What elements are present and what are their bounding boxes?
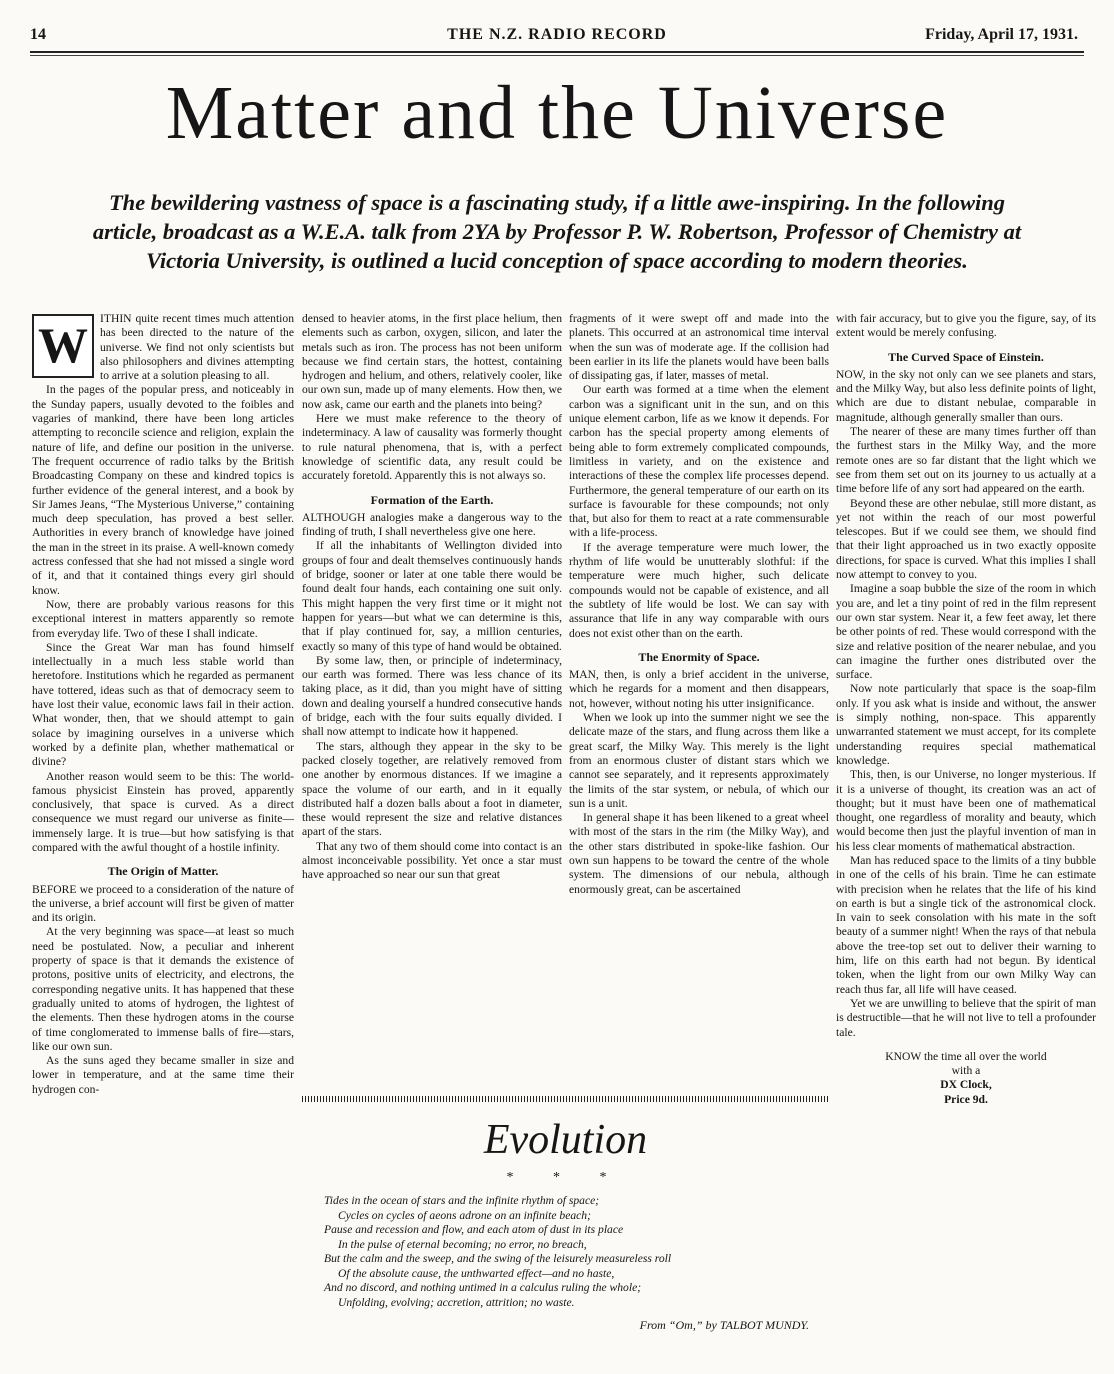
poem-line: Pause and recession and flow, and each atom of dust in its place xyxy=(324,1223,624,1236)
page-number: 14 xyxy=(30,26,46,43)
body-paragraph: Here we must make reference to the theory of indeterminacy. A law of causality was formerly thought to rule natural phenomena, that is, with a perfect knowledge of scientific data, any result could be accurately foretold. Apparently this is not always so. xyxy=(302,412,562,483)
poem-line: Of the absolute cause, the unthwarted effect—and no haste, xyxy=(338,1266,615,1280)
body-paragraph: Yet we are unwilling to believe that the spirit of man is destructible—that he will not live to tell a profounder tale. xyxy=(836,996,1096,1039)
masthead xyxy=(30,26,1084,48)
poem-credit: From “Om,” by TALBOT MUNDY. xyxy=(639,1318,809,1332)
article-column-2 xyxy=(302,312,562,1102)
body-paragraph: Our earth was formed at a time when the element carbon was a significant unit in the sun, and on this unique element carbon, life as we know it depends. For carbon has the special property among elements of being able to form extremely complicated compounds, limitless in variety, and on the existence and interactions of these the complex life processes depend. Furthermore, the general temperature of our earth on its surface is favourable for these compounds; not only that, but also for them to react at a rate commensurable with a life-process. xyxy=(569,383,829,540)
poem-ornament: * * * xyxy=(506,1170,625,1185)
body-paragraph: fragments of it were swept off and made into the planets. This occurred at an astronomical time interval when the sun was of moderate age. If the collision had been earlier in its life the planets would have been balls of dissipating gas, if later, masses of metal. xyxy=(569,312,829,383)
advert-line: Price 9d. xyxy=(944,1092,988,1106)
section-heading: The Enormity of Space. xyxy=(638,649,760,664)
advert-line: with a xyxy=(951,1064,981,1078)
poem-line: In the pulse of eternal becoming; no error, no breach, xyxy=(338,1237,587,1251)
poem-box xyxy=(302,1116,829,1333)
header-rule-thin xyxy=(30,55,1084,56)
section-heading: Formation of the Earth. xyxy=(370,492,494,507)
advert-line: DX Clock, xyxy=(940,1078,992,1092)
body-paragraph: Another reason would seem to be this: The world-famous physicist Einstein has proved, apparently conclusively, that space is curved. As a direct consequence we must regard our universe as finite—immensely large. It is true—but how satisfying is that compared with the awful thought of a hostile infinity. xyxy=(32,769,294,854)
advert-line: KNOW the time all over the world xyxy=(885,1049,1047,1063)
body-paragraph: Imagine a soap bubble the size of the room in which you are, and let a tiny point of red in the film represent our own star system. Near it, a few feet away, let there be other points of red. These would correspond with the size and relative position of the nearer nebulae, and you can imagine the further ones distributed over the surface. xyxy=(836,582,1096,682)
article-column-4 xyxy=(836,312,1096,1370)
body-paragraph: When we look up into the summer night we see the delicate maze of the stars, and flung across them like a great scarf, the Milky Way. This merely is the light from an enormous cluster of distant stars which we cannot see separately, and it represents approximately the limits of the star system, or nebula, of which our sun is a unit. xyxy=(569,711,829,810)
body-paragraph: ITHIN quite recent times much attention has been directed to the nature of the universe. We find not only scientists but also philosophers and divines attempting to arrive at a solution pleasing to all. xyxy=(100,312,294,383)
section-heading: The Curved Space of Einstein. xyxy=(888,349,1044,364)
poem-line: Tides in the ocean of stars and the infinite rhythm of space; xyxy=(324,1194,600,1207)
poem-line: And no discord, and nothing untimed in a calculus ruling the whole; xyxy=(324,1281,642,1294)
header-rule xyxy=(30,51,1084,53)
body-paragraph: NOW, in the sky not only can we see planets and stars, and the Milky Way, but also less definite points of light, which are due to distant nebulae, comparable in magnitude, although generally smaller than ours. xyxy=(836,367,1096,424)
body-paragraph: Beyond these are other nebulae, still more distant, as yet not within the reach of our most powerful telescopes. But if we could see them, we should find that their light approached us in two exactly opposite directions, for space is curved. What this implies I shall now attempt to convey to you. xyxy=(836,496,1096,582)
clock-advert xyxy=(836,1050,1096,1107)
section-heading: The Origin of Matter. xyxy=(107,864,219,879)
body-paragraph: This, then, is our Universe, no longer mysterious. If it is a universe of thought, its creation was an act of thought; but it must have been one of mathematical thought, one regardless of morality and beauty, which would become then just the playful invention of man in his less clear moments of mathematical abstraction. xyxy=(836,768,1096,853)
publication-name: THE N.Z. RADIO RECORD xyxy=(447,26,667,43)
article-standfirst: The bewildering vastness of space is a fascinating study, if a little awe-inspiring. In the following article, broadcast as a W.E.A. talk from 2YA by Professor P. W. Robertson, Professor of Chemistry at Victoria University, is outlined a lucid conception of space according to modern theories. xyxy=(92,190,1022,273)
poem-line: But the calm and the sweep, and the swing of the leisurely measureless roll xyxy=(324,1252,672,1265)
body-paragraph: Now note particularly that space is the soap-film only. If you ask what is inside and without, the answer is simply nothing, non-space. This apparently unwarranted statement we must accept, for its complete understanding requires special mathematical knowledge. xyxy=(836,682,1096,767)
issue-date: Friday, April 17, 1931. xyxy=(925,26,1078,43)
body-paragraph: In the pages of the popular press, and noticeably in the Sunday papers, usually devoted to the foibles and vagaries of mankind, there have been long articles attempting to reconcile science and religion, explain the nature of life, and define our position in the universe. The frequent occurrence of radio talks by the British Broadcasting Company on these and kindred topics is further evidence of the general interest, and a book by Sir James Jeans, “The Mysterious Universe,” containing much deep speculation, has proved a best seller. Authorities in every branch of knowledge have joined the man in the street in its praise. A well-known comedy actress confessed that she had not missed a single word of it, and that it contained things every girl should know. xyxy=(32,383,294,597)
body-paragraph: If all the inhabitants of Wellington divided into groups of four and dealt themselves continuously hands of bridge, sooner or later at one table there would be found dealt four hands, each containing one suit only. This might happen the very first time or it might not happen for years—but what we can determine is this, that if play continued for, say, a million centuries, exactly so many of this type of hand would be obtained. xyxy=(302,539,562,653)
body-paragraph: BEFORE we proceed to a consideration of the nature of the universe, a brief account will first be given of matter and its origin. xyxy=(32,882,294,925)
body-paragraph: Since the Great War man has found himself intellectually in a much less stable world than heretofore. Institutions which he regarded as permanent have tottered, ideas such as that of democracy seem to have lost their value, economic laws fail in their action. What wonder, then, that we should attempt to gain solace by imagining ourselves in a universe which worked by a definite plan, whether mathematical or divine? xyxy=(32,640,294,769)
body-paragraph: At the very beginning was space—at least so much need be postulated. Now, a peculiar and inherent property of space is that it demands the existence of protons, positive units of electricity, and electrons, the corresponding negative units. It has happened that these gradually united to atoms of hydrogen, the lightest of the elements. Then these hydrogen atoms in the course of time conglomerated to immense balls of fire—stars, like our own sun. xyxy=(32,925,294,1053)
drop-cap: W xyxy=(32,314,94,378)
poem-line: Cycles on cycles of aeons adrone on an infinite beach; xyxy=(338,1208,591,1222)
poem-separator xyxy=(302,1096,829,1102)
body-paragraph: densed to heavier atoms, in the first place helium, then elements such as carbon, oxygen, silicon, and later the metals such as iron. The process has not been uniform because we find certain stars, the hottest, containing hydrogen and helium, and others, relatively cooler, like our own sun, made up of many elements. How then, we now ask, came our earth and the planets into being? xyxy=(302,312,562,411)
body-paragraph: In general shape it has been likened to a great wheel with most of the stars in the rim (the Milky Way), and the other stars distributed in spoke-like fashion. Our own sun happens to be toward the centre of the whole system. The dimensions of our nebula, although enormously great, can be ascertained xyxy=(569,811,829,896)
poem-lines xyxy=(302,1194,829,1310)
body-paragraph: Man has reduced space to the limits of a tiny bubble in one of the cells of his brain. Time he can estimate with precision when he relates that the life of his kind on earth is but a single tick of the astronomical clock. In vain to seek consolation with his mate in the soft beauty of a summer night! When the rays of that nebula above the tree-top set out to deliver their warning to him, life on this earth had not begun. By identical token, when the light from our own Milky Way can reach thus far, all life will have ceased. xyxy=(836,853,1096,996)
body-paragraph: The stars, although they appear in the sky to be packed closely together, are relatively removed from one another by enormous distances. If we imagine a space the volume of our earth, and in it equally distributed half a dozen balls about a foot in diameter, these would represent the size and relative distances apart of the stars. xyxy=(302,739,562,839)
body-paragraph: MAN, then, is only a brief accident in the universe, which he regards for a moment and then disappears, not, however, without noting his utter insignificance. xyxy=(569,668,829,710)
body-paragraph: As the suns aged they became smaller in size and lower in temperature, and at the same time their hydrogen con- xyxy=(32,1054,294,1096)
body-paragraph: If the average temperature were much lower, the rhythm of life would be unutterably slothful: if the temperature were much higher, such delicate compounds would not be capable of existence, and all the subtlety of life would be lost. We can say with assurance that life in any way comparable with ours does not exist other than on the earth. xyxy=(569,540,829,640)
body-paragraph: By some law, then, or principle of indeterminacy, our earth was formed. There was less chance of its taking place, as it did, than you might have of sitting down and dealing yourself a hundred consecutive hands of bridge, each with the four suits equally divided. I shall now attempt to indicate how it happened. xyxy=(302,653,562,739)
article-title: Matter and the Universe xyxy=(165,71,949,155)
body-paragraph: The nearer of these are many times further off than the furthest stars in the Milky Way, and the more remote ones are so far distant that the light which we see from them set out on its journey to us actually at a time before life of any sort had appeared on the earth. xyxy=(836,425,1096,496)
poem-line: Unfolding, evolving; accretion, attrition; no waste. xyxy=(338,1295,575,1309)
body-paragraph: ALTHOUGH analogies make a dangerous way to the finding of truth, I shall nevertheless give one here. xyxy=(302,510,562,539)
body-paragraph: Now, there are probably various reasons for this exceptional interest in matters apparently so remote from everyday life. Two of these I shall indicate. xyxy=(32,597,294,640)
body-paragraph: That any two of them should come into contact is an almost inconceivable possibility. Yet once a star must have approached so near our sun that great xyxy=(302,839,562,882)
article-column-1 xyxy=(32,312,294,1370)
article-column-3 xyxy=(569,312,829,1102)
poem-title: Evolution xyxy=(483,1117,648,1163)
body-paragraph: with fair accuracy, but to give you the figure, say, of its extent would be merely confusing. xyxy=(836,312,1096,340)
